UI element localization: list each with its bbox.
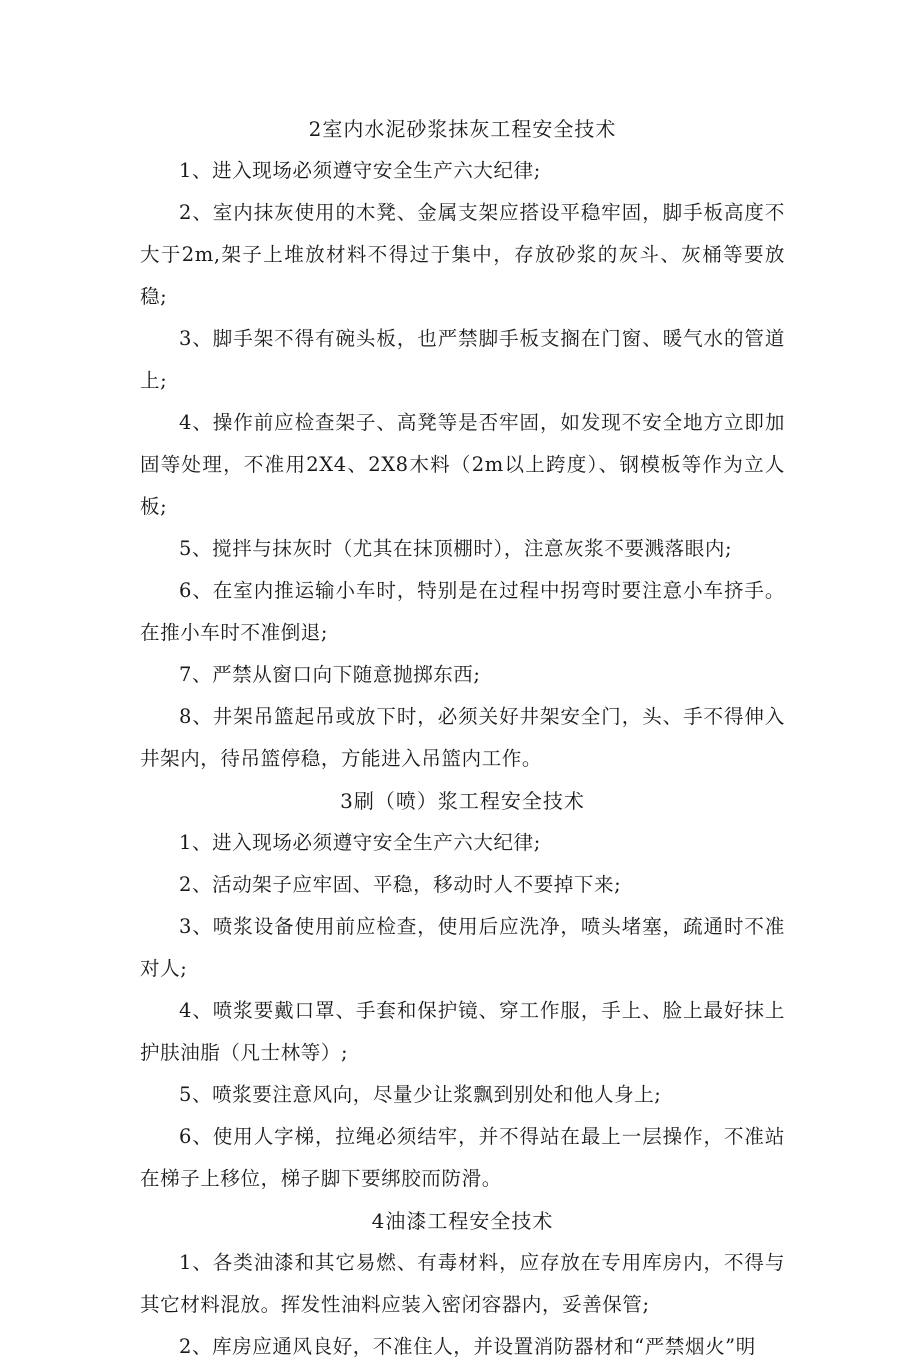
section-heading: 4油漆工程安全技术 bbox=[371, 1209, 554, 1233]
list-item: 4、喷浆要戴口罩、手套和保护镜、穿工作服，手上、脸上最好抹上护肤油脂（凡士林等）; bbox=[140, 999, 785, 1064]
list-item: 1、进入现场必须遵守安全生产六大纪律; bbox=[179, 831, 541, 854]
document-page bbox=[140, 108, 785, 1368]
list-item: 2、库房应通风良好，不准住人，并设置消防器材和“严禁烟火”明 bbox=[179, 1335, 756, 1358]
list-item: 2、室内抹灰使用的木凳、金属支架应搭设平稳牢固，脚手板高度不大于2m,架子上堆放材料不得过于集中，存放砂浆的灰斗、灰桶等要放稳; bbox=[140, 201, 785, 308]
list-item: 6、使用人字梯，拉绳必须结牢，并不得站在最上一层操作，不准站在梯子上移位，梯子脚下要绑胶而防滑。 bbox=[140, 1125, 785, 1190]
list-item: 1、各类油漆和其它易燃、有毒材料，应存放在专用库房内，不得与其它材料混放。挥发性油料应装入密闭容器内，妥善保管; bbox=[140, 1251, 785, 1316]
section-painting bbox=[140, 1200, 785, 1368]
section-spraying bbox=[140, 780, 785, 1200]
list-item: 5、搅拌与抹灰时（尤其在抹顶棚时），注意灰浆不要溅落眼内; bbox=[179, 537, 733, 560]
list-item: 4、操作前应检查架子、高凳等是否牢固，如发现不安全地方立即加固等处理，不准用2X4、2X8木料（2m以上跨度）、钢模板等作为立人板; bbox=[140, 411, 785, 518]
section-heading: 3刷（喷）浆工程安全技术 bbox=[340, 789, 585, 813]
list-item: 2、活动架子应牢固、平稳，移动时人不要掉下来; bbox=[179, 873, 622, 896]
list-item: 8、井架吊篮起吊或放下时，必须关好井架安全门，头、手不得伸入井架内，待吊篮停稳，方能进入吊篮内工作。 bbox=[140, 705, 785, 770]
list-item: 6、在室内推运输小车时，特别是在过程中拐弯时要注意小车挤手。在推小车时不准倒退; bbox=[140, 579, 785, 644]
list-item: 5、喷浆要注意风向，尽量少让浆飘到别处和他人身上; bbox=[179, 1083, 662, 1106]
list-item: 3、脚手架不得有碗头板，也严禁脚手板支搁在门窗、暖气水的管道上; bbox=[140, 327, 785, 392]
list-item: 7、严禁从窗口向下随意抛掷东西; bbox=[179, 663, 481, 686]
list-item: 3、喷浆设备使用前应检查，使用后应洗净，喷头堵塞，疏通时不准对人; bbox=[140, 915, 785, 980]
section-heading: 2室内水泥砂浆抹灰工程安全技术 bbox=[308, 117, 617, 141]
list-item: 1、进入现场必须遵守安全生产六大纪律; bbox=[179, 159, 541, 182]
section-plastering bbox=[140, 108, 785, 780]
